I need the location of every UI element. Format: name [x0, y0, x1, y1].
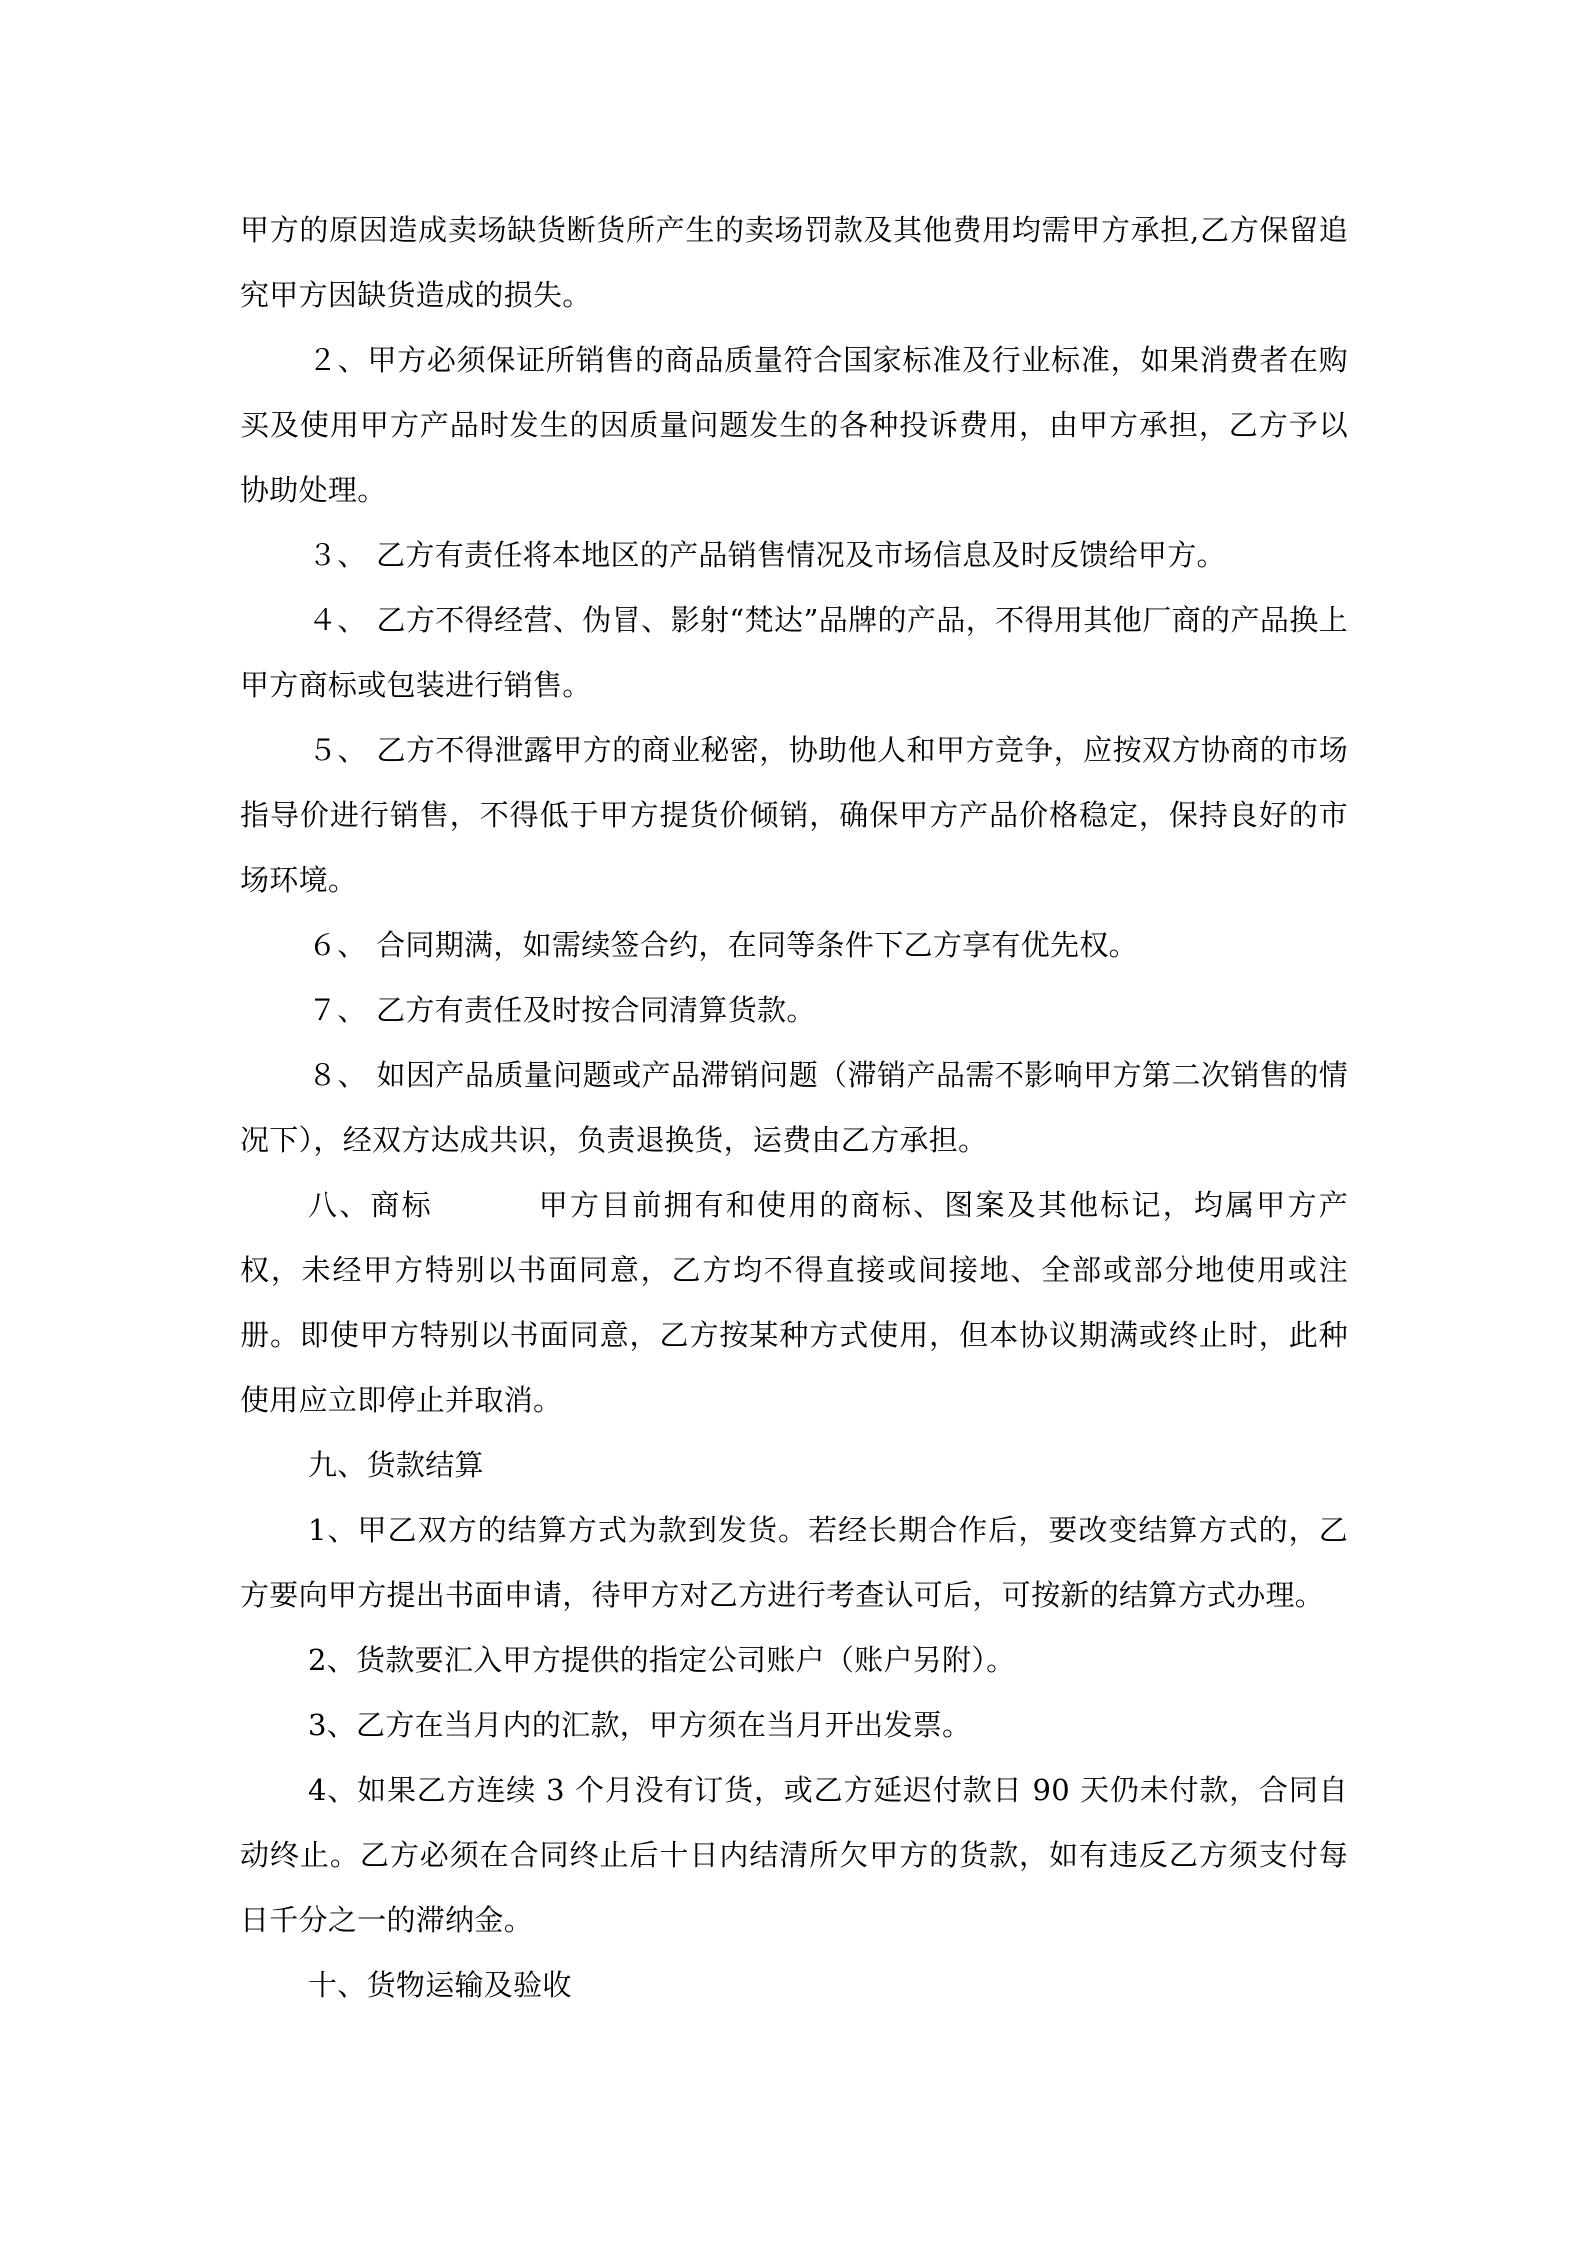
clause-5: ５、 乙方不得泄露甲方的商业秘密，协助他人和甲方竞争，应按双方协商的市场指导价进行销售，不得低于甲方提货价倾销，确保甲方产品价格稳定，保持良好的市场环境。 [240, 733, 1348, 897]
paragraph-continuation: 甲方的原因造成卖场缺货断货所产生的卖场罚款及其他费用均需甲方承担,乙方保留追究甲方因缺货造成的损失。 [240, 213, 1348, 312]
clause-3: ３、 乙方有责任将本地区的产品销售情况及市场信息及时反馈给甲方。 [308, 538, 1226, 572]
settlement-item-1: 1、甲乙双方的结算方式为款到发货。若经长期合作后，要改变结算方式的，乙方要向甲方提出书面申请，待甲方对乙方进行考查认可后，可按新的结算方式办理。 [240, 1513, 1348, 1612]
clause-2: ２、甲方必须保证所销售的商品质量符合国家标准及行业标准，如果消费者在购买及使用甲方产品时发生的因质量问题发生的各种投诉费用，由甲方承担，乙方予以协助处理。 [240, 343, 1348, 507]
clause-7: ７、 乙方有责任及时按合同清算货款。 [308, 993, 816, 1027]
settlement-item-3: 3、乙方在当月内的汇款，甲方须在当月开出发票。 [308, 1708, 972, 1742]
settlement-item-4: 4、如果乙方连续 3 个月没有订货，或乙方延迟付款日 90 天仍未付款，合同自动终止。乙方必须在合同终止后十日内结清所欠甲方的货款，如有违反乙方须支付每日千分之一的滞纳金。 [240, 1773, 1348, 1937]
clause-4: ４、 乙方不得经营、伪冒、影射“梵达”品牌的产品，不得用其他厂商的产品换上甲方商标或包装进行销售。 [240, 603, 1348, 702]
trademark-section [240, 1173, 1348, 1433]
trademark-body: 甲方目前拥有和使用的商标、图案及其他标记，均属甲方产权，未经甲方特别以书面同意，乙方均不得直接或间接地、全部或部分地使用或注册。即使甲方特别以书面同意，乙方按某种方式使用，但本协议期满或终止时，此种使用应立即停止并取消。 [240, 1188, 1348, 1417]
settlement-item-2: 2、货款要汇入甲方提供的指定公司账户（账户另附）。 [308, 1643, 1016, 1677]
trademark-heading: 八、商标 [308, 1188, 433, 1222]
clause-6: ６、 合同期满，如需续签合约，在同等条件下乙方享有优先权。 [308, 928, 1138, 962]
transport-heading: 十、货物运输及验收 [308, 1968, 572, 2002]
settlement-heading: 九、货款结算 [308, 1448, 484, 1482]
document-body [240, 198, 1348, 2018]
clause-8: ８、 如因产品质量问题或产品滞销问题（滞销产品需不影响甲方第二次销售的情况下），经双方达成共识，负责退换货，运费由乙方承担。 [240, 1058, 1348, 1157]
